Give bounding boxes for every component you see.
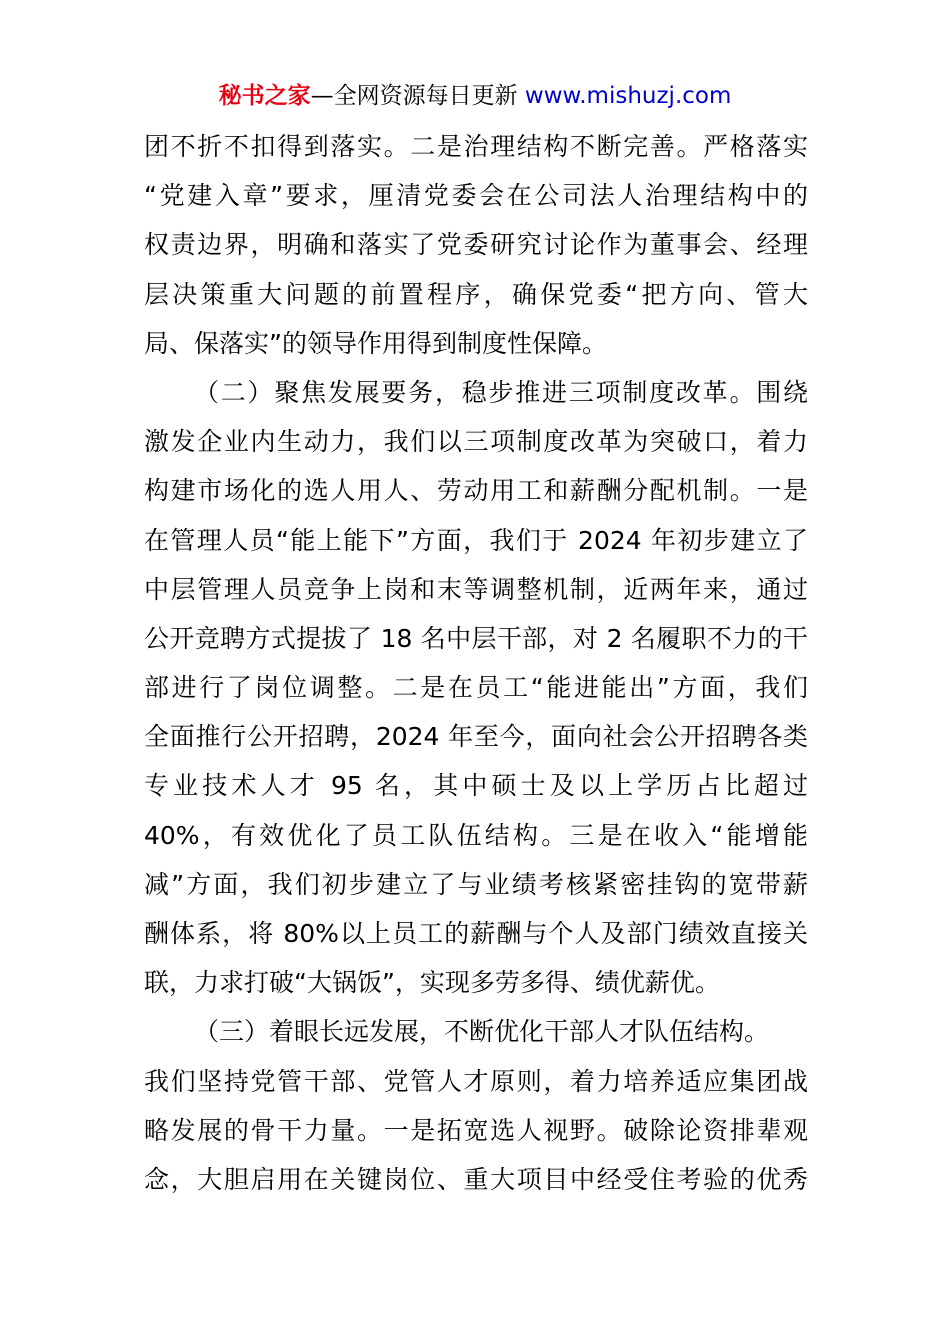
text-line: 40%，有效优化了员工队伍结构。三是在收入“能增能 [144,820,808,850]
text-line: 念，大胆启用在关键岗位、重大项目中经受住考验的优秀 [144,1164,808,1194]
text-line: 全面推行公开招聘，2024 年至今，面向社会公开招聘各类 [144,722,808,752]
text-line: 我们坚持党管干部、党管人才原则，着力培养适应集团战 [144,1066,808,1096]
document-body [144,122,808,1204]
section-heading-2: （二）聚焦发展要务，稳步推进三项制度改革。围绕 [194,377,808,407]
text-line: 酬体系，将 80%以上员工的薪酬与个人及部门绩效直接关 [144,919,808,948]
text-line: 团不折不扣得到落实。二是治理结构不断完善。严格落实 [144,132,808,161]
text-line: “党建入章”要求，厘清党委会在公司法人治理结构中的 [144,181,808,211]
header-brand: 秘书之家 [218,83,311,109]
text-line: 中层管理人员竞争上岗和末等调整机制，近两年来，通过 [144,574,808,604]
text-line: 略发展的骨干力量。一是拓宽选人视野。破除论资排辈观 [144,1115,808,1145]
text-line: 联，力求打破“大锅饭”，实现多劳多得、绩优薪优。 [144,968,720,998]
text-line: 权责边界，明确和落实了党委研究讨论作为董事会、经理 [144,230,808,260]
text-line: 局、保落实”的领导作用得到制度性保障。 [144,328,607,358]
section-heading-3: （三）着眼长远发展，不断优化干部人才队伍结构。 [194,1017,770,1047]
text-line: 减”方面，我们初步建立了与业绩考核紧密挂钩的宽带薪 [144,869,808,899]
header-site-link[interactable]: www.mishuzj.com [524,83,732,109]
text-line: 层决策重大问题的前置程序，确保党委“把方向、管大 [144,279,808,309]
text-line: 公开竞聘方式提拔了 18 名中层干部，对 2 名履职不力的干 [144,623,808,653]
text-line: 部进行了岗位调整。二是在员工“能进能出”方面，我们 [144,673,808,703]
text-line: 在管理人员“能上能下”方面，我们于 2024 年初步建立了 [144,525,808,555]
text-line: 激发企业内生动力，我们以三项制度改革为突破口，着力 [144,427,808,457]
text-line: 专业技术人才 95 名，其中硕士及以上学历占比超过 [144,771,808,801]
page-header [0,80,950,112]
header-tagline: —全网资源每日更新 [310,83,525,109]
text-line: 构建市场化的选人用人、劳动用工和薪酬分配机制。一是 [144,476,808,506]
